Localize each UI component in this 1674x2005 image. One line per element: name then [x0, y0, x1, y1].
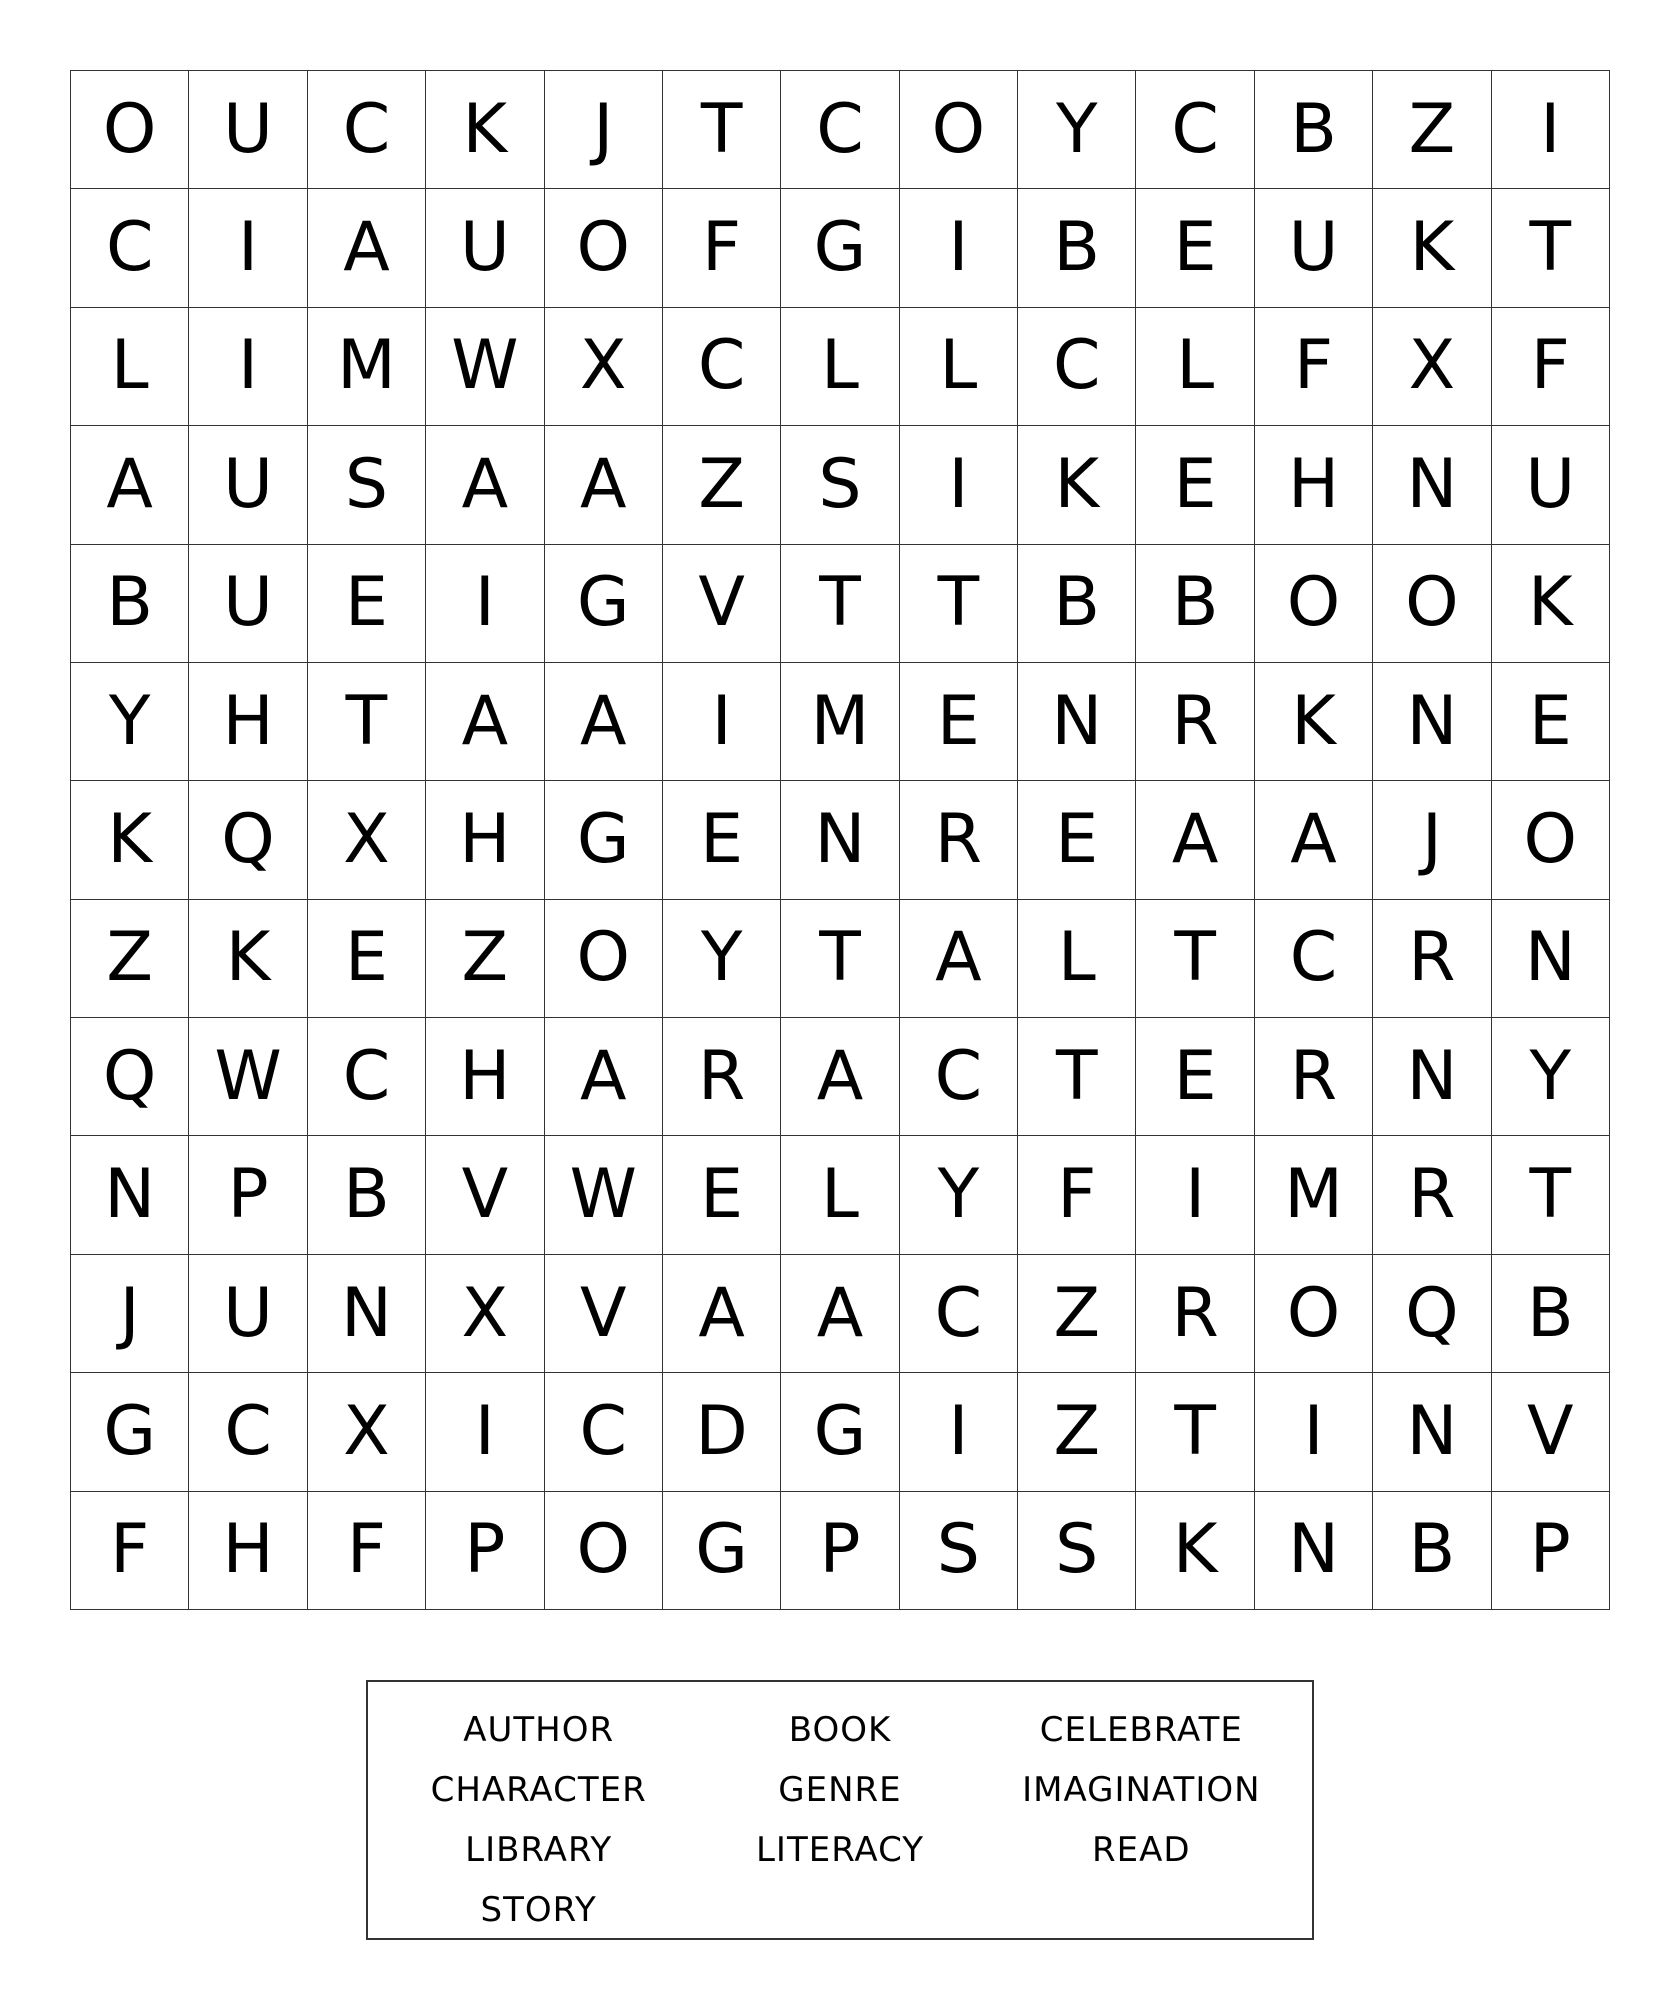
- grid-cell-r7-c9[interactable]: T: [1136, 900, 1254, 1018]
- grid-cell-r7-c11[interactable]: R: [1373, 900, 1491, 1018]
- grid-cell-r6-c3[interactable]: H: [426, 781, 544, 899]
- grid-cell-r4-c9[interactable]: B: [1136, 545, 1254, 663]
- grid-cell-r4-c12[interactable]: K: [1492, 545, 1610, 663]
- grid-cell-r8-c11[interactable]: N: [1373, 1018, 1491, 1136]
- grid-cell-r5-c11[interactable]: N: [1373, 663, 1491, 781]
- grid-cell-r9-c10[interactable]: M: [1255, 1136, 1373, 1254]
- grid-cell-r4-c4[interactable]: G: [545, 545, 663, 663]
- grid-cell-r4-c10[interactable]: O: [1255, 545, 1373, 663]
- grid-cell-r10-c2[interactable]: N: [308, 1255, 426, 1373]
- grid-cell-r6-c2[interactable]: X: [308, 781, 426, 899]
- grid-cell-r1-c4[interactable]: O: [545, 189, 663, 307]
- grid-cell-r6-c12[interactable]: O: [1492, 781, 1610, 899]
- grid-cell-r11-c1[interactable]: C: [189, 1373, 307, 1491]
- grid-cell-r11-c6[interactable]: G: [781, 1373, 899, 1491]
- grid-cell-r9-c7[interactable]: Y: [900, 1136, 1018, 1254]
- grid-cell-r12-c9[interactable]: K: [1136, 1492, 1254, 1610]
- grid-cell-r3-c2[interactable]: S: [308, 426, 426, 544]
- grid-cell-r8-c7[interactable]: C: [900, 1018, 1018, 1136]
- word-bank-item: CELEBRATE: [1039, 1710, 1243, 1750]
- grid-cell-r4-c7[interactable]: T: [900, 545, 1018, 663]
- grid-cell-r2-c3[interactable]: W: [426, 308, 544, 426]
- grid-cell-r4-c8[interactable]: B: [1018, 545, 1136, 663]
- grid-cell-r9-c8[interactable]: F: [1018, 1136, 1136, 1254]
- word-bank-item: IMAGINATION: [1022, 1770, 1261, 1810]
- grid-cell-r5-c6[interactable]: M: [781, 663, 899, 781]
- grid-cell-r3-c10[interactable]: H: [1255, 426, 1373, 544]
- grid-cell-r12-c3[interactable]: P: [426, 1492, 544, 1610]
- grid-cell-r8-c6[interactable]: A: [781, 1018, 899, 1136]
- grid-cell-r7-c7[interactable]: A: [900, 900, 1018, 1018]
- grid-cell-r6-c5[interactable]: E: [663, 781, 781, 899]
- grid-cell-r3-c5[interactable]: Z: [663, 426, 781, 544]
- grid-cell-r11-c7[interactable]: I: [900, 1373, 1018, 1491]
- grid-cell-r1-c7[interactable]: I: [900, 189, 1018, 307]
- grid-cell-r2-c6[interactable]: L: [781, 308, 899, 426]
- grid-cell-r1-c2[interactable]: A: [308, 189, 426, 307]
- grid-cell-r2-c10[interactable]: F: [1255, 308, 1373, 426]
- grid-cell-r5-c5[interactable]: I: [663, 663, 781, 781]
- grid-cell-r4-c2[interactable]: E: [308, 545, 426, 663]
- grid-cell-r0-c1[interactable]: U: [189, 71, 307, 189]
- grid-cell-r12-c7[interactable]: S: [900, 1492, 1018, 1610]
- grid-cell-r10-c11[interactable]: Q: [1373, 1255, 1491, 1373]
- grid-cell-r10-c1[interactable]: U: [189, 1255, 307, 1373]
- grid-cell-r3-c3[interactable]: A: [426, 426, 544, 544]
- grid-cell-r3-c6[interactable]: S: [781, 426, 899, 544]
- grid-cell-r0-c2[interactable]: C: [308, 71, 426, 189]
- grid-cell-r0-c9[interactable]: C: [1136, 71, 1254, 189]
- grid-cell-r6-c0[interactable]: K: [71, 781, 189, 899]
- grid-cell-r1-c10[interactable]: U: [1255, 189, 1373, 307]
- grid-cell-r0-c8[interactable]: Y: [1018, 71, 1136, 189]
- grid-cell-r10-c0[interactable]: J: [71, 1255, 189, 1373]
- grid-cell-r0-c10[interactable]: B: [1255, 71, 1373, 189]
- grid-cell-r6-c6[interactable]: N: [781, 781, 899, 899]
- grid-cell-r5-c3[interactable]: A: [426, 663, 544, 781]
- grid-cell-r12-c11[interactable]: B: [1373, 1492, 1491, 1610]
- grid-cell-r7-c10[interactable]: C: [1255, 900, 1373, 1018]
- grid-cell-r1-c5[interactable]: F: [663, 189, 781, 307]
- grid-cell-r2-c11[interactable]: X: [1373, 308, 1491, 426]
- grid-cell-r8-c8[interactable]: T: [1018, 1018, 1136, 1136]
- grid-cell-r10-c3[interactable]: X: [426, 1255, 544, 1373]
- grid-cell-r10-c4[interactable]: V: [545, 1255, 663, 1373]
- grid-cell-r12-c6[interactable]: P: [781, 1492, 899, 1610]
- grid-cell-r3-c1[interactable]: U: [189, 426, 307, 544]
- grid-cell-r0-c7[interactable]: O: [900, 71, 1018, 189]
- grid-cell-r5-c7[interactable]: E: [900, 663, 1018, 781]
- grid-cell-r0-c11[interactable]: Z: [1373, 71, 1491, 189]
- grid-cell-r0-c12[interactable]: I: [1492, 71, 1610, 189]
- grid-cell-r9-c6[interactable]: L: [781, 1136, 899, 1254]
- grid-cell-r12-c1[interactable]: H: [189, 1492, 307, 1610]
- grid-cell-r11-c4[interactable]: C: [545, 1373, 663, 1491]
- grid-cell-r4-c1[interactable]: U: [189, 545, 307, 663]
- letter-grid: [70, 70, 1610, 1610]
- grid-cell-r8-c9[interactable]: E: [1136, 1018, 1254, 1136]
- grid-cell-r2-c5[interactable]: C: [663, 308, 781, 426]
- grid-cell-r12-c5[interactable]: G: [663, 1492, 781, 1610]
- grid-cell-r1-c6[interactable]: G: [781, 189, 899, 307]
- grid-cell-r9-c0[interactable]: N: [71, 1136, 189, 1254]
- grid-cell-r7-c5[interactable]: Y: [663, 900, 781, 1018]
- grid-cell-r11-c8[interactable]: Z: [1018, 1373, 1136, 1491]
- grid-cell-r5-c2[interactable]: T: [308, 663, 426, 781]
- grid-cell-r1-c0[interactable]: C: [71, 189, 189, 307]
- grid-cell-r2-c1[interactable]: I: [189, 308, 307, 426]
- grid-cell-r8-c3[interactable]: H: [426, 1018, 544, 1136]
- grid-cell-r4-c0[interactable]: B: [71, 545, 189, 663]
- grid-cell-r8-c2[interactable]: C: [308, 1018, 426, 1136]
- grid-cell-r7-c0[interactable]: Z: [71, 900, 189, 1018]
- grid-cell-r9-c2[interactable]: B: [308, 1136, 426, 1254]
- grid-cell-r3-c0[interactable]: A: [71, 426, 189, 544]
- grid-cell-r9-c3[interactable]: V: [426, 1136, 544, 1254]
- grid-cell-r2-c9[interactable]: L: [1136, 308, 1254, 426]
- grid-cell-r10-c6[interactable]: A: [781, 1255, 899, 1373]
- grid-cell-r5-c4[interactable]: A: [545, 663, 663, 781]
- grid-cell-r11-c9[interactable]: T: [1136, 1373, 1254, 1491]
- word-bank-item: AUTHOR: [463, 1710, 615, 1750]
- grid-cell-r9-c11[interactable]: R: [1373, 1136, 1491, 1254]
- grid-cell-r10-c5[interactable]: A: [663, 1255, 781, 1373]
- grid-cell-r11-c11[interactable]: N: [1373, 1373, 1491, 1491]
- grid-cell-r12-c4[interactable]: O: [545, 1492, 663, 1610]
- grid-cell-r10-c12[interactable]: B: [1492, 1255, 1610, 1373]
- word-bank-item: LIBRARY: [465, 1830, 613, 1870]
- grid-cell-r9-c5[interactable]: E: [663, 1136, 781, 1254]
- grid-cell-r1-c3[interactable]: U: [426, 189, 544, 307]
- grid-cell-r7-c8[interactable]: L: [1018, 900, 1136, 1018]
- grid-cell-r4-c11[interactable]: O: [1373, 545, 1491, 663]
- grid-cell-r2-c12[interactable]: F: [1492, 308, 1610, 426]
- grid-cell-r3-c12[interactable]: U: [1492, 426, 1610, 544]
- grid-cell-r8-c0[interactable]: Q: [71, 1018, 189, 1136]
- grid-cell-r12-c0[interactable]: F: [71, 1492, 189, 1610]
- grid-cell-r10-c7[interactable]: C: [900, 1255, 1018, 1373]
- grid-cell-r12-c10[interactable]: N: [1255, 1492, 1373, 1610]
- grid-cell-r9-c9[interactable]: I: [1136, 1136, 1254, 1254]
- grid-cell-r7-c6[interactable]: T: [781, 900, 899, 1018]
- word-bank-item: CHARACTER: [430, 1770, 647, 1810]
- grid-cell-r2-c2[interactable]: M: [308, 308, 426, 426]
- grid-cell-r0-c5[interactable]: T: [663, 71, 781, 189]
- grid-cell-r7-c2[interactable]: E: [308, 900, 426, 1018]
- word-bank-item: BOOK: [788, 1710, 892, 1750]
- grid-cell-r5-c12[interactable]: E: [1492, 663, 1610, 781]
- grid-cell-r3-c8[interactable]: K: [1018, 426, 1136, 544]
- grid-cell-r11-c12[interactable]: V: [1492, 1373, 1610, 1491]
- grid-cell-r11-c10[interactable]: I: [1255, 1373, 1373, 1491]
- grid-cell-r2-c7[interactable]: L: [900, 308, 1018, 426]
- word-bank: [366, 1680, 1314, 1940]
- word-bank-item: READ: [1092, 1830, 1191, 1870]
- grid-cell-r11-c0[interactable]: G: [71, 1373, 189, 1491]
- grid-cell-r11-c5[interactable]: D: [663, 1373, 781, 1491]
- grid-cell-r5-c1[interactable]: H: [189, 663, 307, 781]
- grid-cell-r3-c4[interactable]: A: [545, 426, 663, 544]
- grid-cell-r5-c0[interactable]: Y: [71, 663, 189, 781]
- grid-cell-r7-c3[interactable]: Z: [426, 900, 544, 1018]
- grid-cell-r5-c10[interactable]: K: [1255, 663, 1373, 781]
- grid-cell-r1-c1[interactable]: I: [189, 189, 307, 307]
- grid-cell-r12-c12[interactable]: P: [1492, 1492, 1610, 1610]
- grid-cell-r8-c10[interactable]: R: [1255, 1018, 1373, 1136]
- grid-cell-r10-c9[interactable]: R: [1136, 1255, 1254, 1373]
- grid-cell-r6-c10[interactable]: A: [1255, 781, 1373, 899]
- grid-cell-r6-c4[interactable]: G: [545, 781, 663, 899]
- grid-cell-r11-c3[interactable]: I: [426, 1373, 544, 1491]
- grid-cell-r8-c4[interactable]: A: [545, 1018, 663, 1136]
- grid-cell-r1-c8[interactable]: B: [1018, 189, 1136, 307]
- grid-cell-r0-c3[interactable]: K: [426, 71, 544, 189]
- grid-cell-r2-c8[interactable]: C: [1018, 308, 1136, 426]
- grid-cell-r7-c4[interactable]: O: [545, 900, 663, 1018]
- grid-cell-r6-c8[interactable]: E: [1018, 781, 1136, 899]
- grid-cell-r1-c11[interactable]: K: [1373, 189, 1491, 307]
- grid-cell-r8-c12[interactable]: Y: [1492, 1018, 1610, 1136]
- grid-cell-r3-c11[interactable]: N: [1373, 426, 1491, 544]
- grid-cell-r9-c1[interactable]: P: [189, 1136, 307, 1254]
- grid-cell-r4-c6[interactable]: T: [781, 545, 899, 663]
- grid-cell-r9-c12[interactable]: T: [1492, 1136, 1610, 1254]
- grid-cell-r3-c9[interactable]: E: [1136, 426, 1254, 544]
- grid-cell-r8-c5[interactable]: R: [663, 1018, 781, 1136]
- grid-cell-r12-c8[interactable]: S: [1018, 1492, 1136, 1610]
- grid-cell-r1-c9[interactable]: E: [1136, 189, 1254, 307]
- grid-cell-r1-c12[interactable]: T: [1492, 189, 1610, 307]
- word-bank-item: LITERACY: [755, 1830, 925, 1870]
- grid-cell-r2-c4[interactable]: X: [545, 308, 663, 426]
- grid-cell-r0-c0[interactable]: O: [71, 71, 189, 189]
- grid-cell-r9-c4[interactable]: W: [545, 1136, 663, 1254]
- grid-cell-r2-c0[interactable]: L: [71, 308, 189, 426]
- grid-cell-r10-c10[interactable]: O: [1255, 1255, 1373, 1373]
- word-bank-item: STORY: [480, 1890, 597, 1930]
- grid-cell-r0-c4[interactable]: J: [545, 71, 663, 189]
- grid-cell-r11-c2[interactable]: X: [308, 1373, 426, 1491]
- grid-cell-r4-c3[interactable]: I: [426, 545, 544, 663]
- grid-cell-r6-c1[interactable]: Q: [189, 781, 307, 899]
- grid-cell-r12-c2[interactable]: F: [308, 1492, 426, 1610]
- grid-cell-r5-c9[interactable]: R: [1136, 663, 1254, 781]
- grid-cell-r7-c12[interactable]: N: [1492, 900, 1610, 1018]
- grid-cell-r0-c6[interactable]: C: [781, 71, 899, 189]
- grid-cell-r3-c7[interactable]: I: [900, 426, 1018, 544]
- grid-cell-r4-c5[interactable]: V: [663, 545, 781, 663]
- grid-cell-r5-c8[interactable]: N: [1018, 663, 1136, 781]
- grid-cell-r10-c8[interactable]: Z: [1018, 1255, 1136, 1373]
- word-bank-item: GENRE: [778, 1770, 902, 1810]
- grid-cell-r7-c1[interactable]: K: [189, 900, 307, 1018]
- grid-cell-r8-c1[interactable]: W: [189, 1018, 307, 1136]
- grid-cell-r6-c7[interactable]: R: [900, 781, 1018, 899]
- grid-cell-r6-c11[interactable]: J: [1373, 781, 1491, 899]
- grid-cell-r6-c9[interactable]: A: [1136, 781, 1254, 899]
